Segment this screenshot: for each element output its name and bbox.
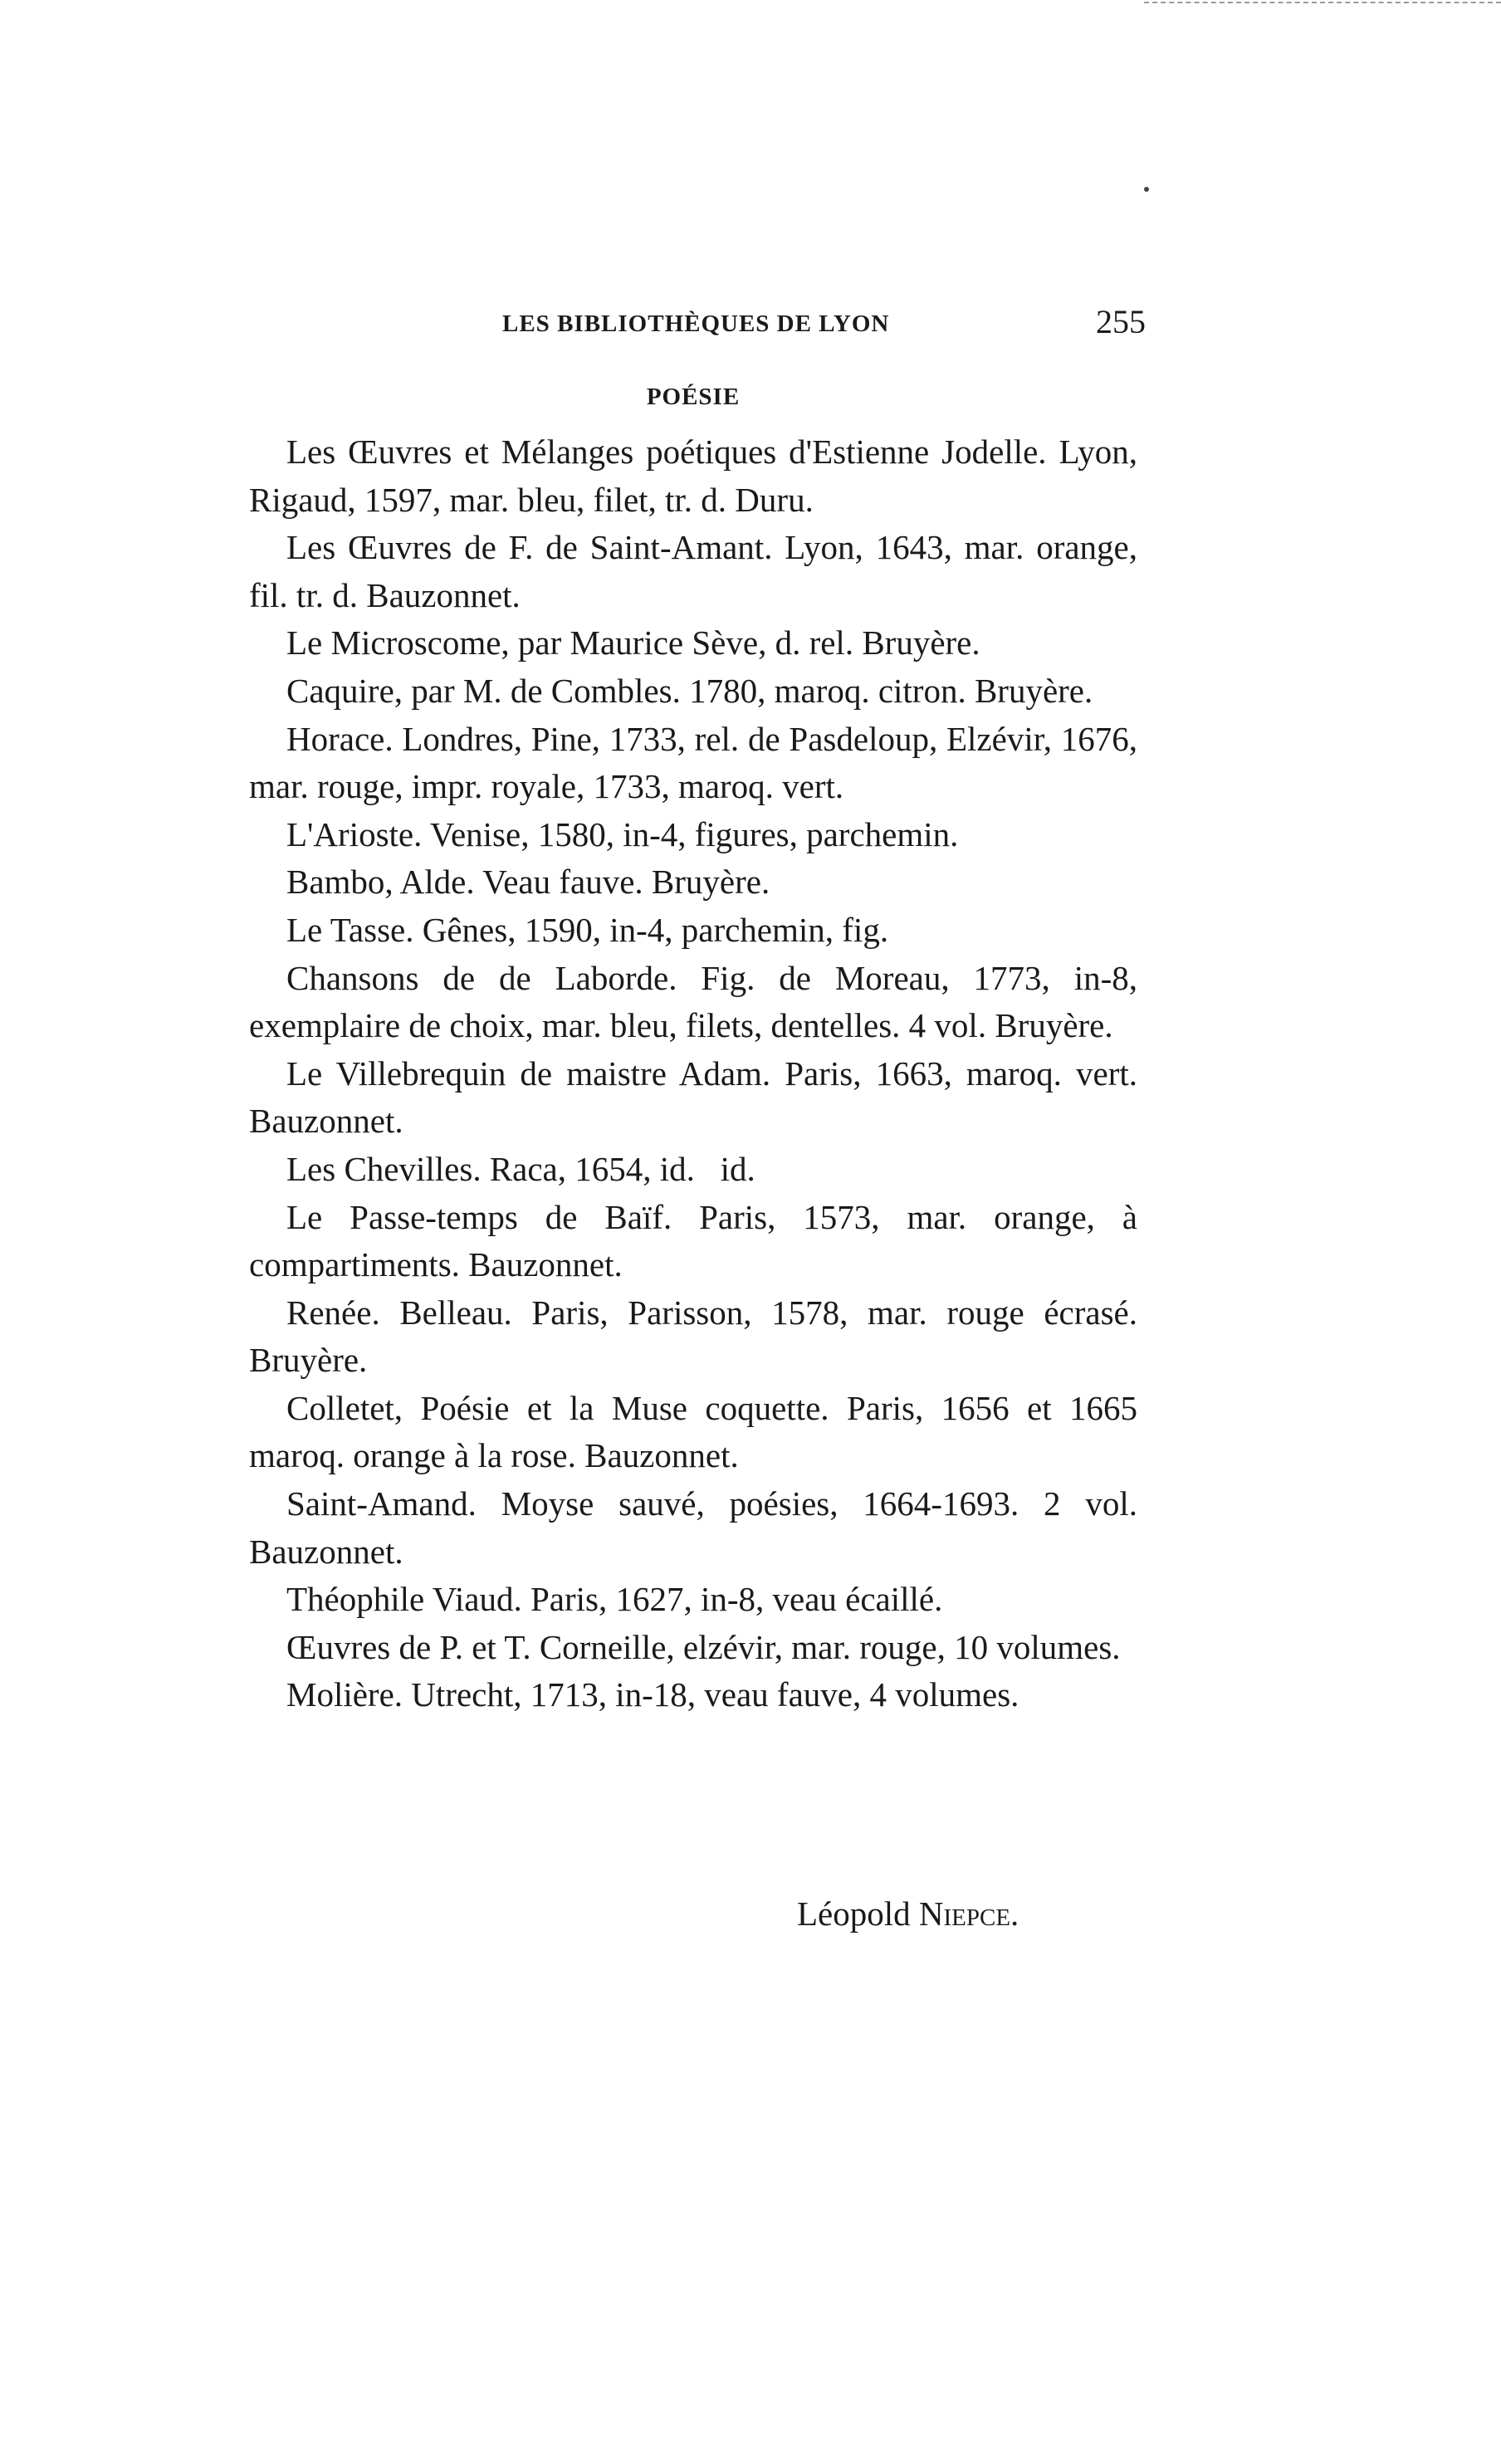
entry-moliere: Molière. Utrecht, 1713, in-18, veau fauve, 4 volumes. bbox=[286, 1675, 1019, 1714]
entry-villebrequin: Le Villebrequin de maistre Adam. Paris, 1663, maroq. vert. Bauzonnet. bbox=[249, 1054, 1137, 1141]
running-title: LES BIBLIOTHÈQUES DE LYON bbox=[502, 310, 890, 337]
scan-speck bbox=[1144, 187, 1149, 192]
entry-bambo: Bambo, Alde. Veau fauve. Bruyère. bbox=[286, 863, 770, 902]
entry-chevilles: Les Chevilles. Raca, 1654, id. id. bbox=[286, 1149, 755, 1188]
signature-last-name: Niepce. bbox=[918, 1894, 1019, 1933]
running-head bbox=[249, 299, 1146, 349]
entry-saint-amand: Saint-Amand. Moyse sauvé, poésies, 1664-1693. 2 vol. Bauzonnet. bbox=[249, 1484, 1137, 1571]
signature-first-name: Léopold bbox=[797, 1894, 911, 1933]
entry-arioste: L'Arioste. Venise, 1580, in-4, figures, parchemin. bbox=[286, 814, 959, 853]
entry-caquire: Caquire, par M. de Combles. 1780, maroq. citron. Bruyère. bbox=[286, 671, 1093, 710]
entry-tasse: Le Tasse. Gênes, 1590, in-4, parchemin, fig. bbox=[286, 910, 889, 949]
entry-corneille: Œuvres de P. et T. Corneille, elzévir, mar. rouge, 10 volumes. bbox=[286, 1627, 1121, 1666]
entry-chansons: Chansons de de Laborde. Fig. de Moreau, 1773, in-8, exemplaire de choix, mar. bleu, filets, dentelles. 4 vol. Bruyère. bbox=[249, 958, 1137, 1045]
entry-colletet: Colletet, Poésie et la Muse coquette. Paris, 1656 et 1665 maroq. orange à la rose. Bauzonnet. bbox=[249, 1388, 1137, 1475]
entry-passe-temps: Le Passe-temps de Baïf. Paris, 1573, mar. orange, à compartiments. Bauzonnet. bbox=[249, 1197, 1137, 1284]
entry-renee: Renée. Belleau. Paris, Parisson, 1578, mar. rouge écrasé. Bruyère. bbox=[249, 1293, 1137, 1380]
entry-horace: Horace. Londres, Pine, 1733, rel. de Pasdeloup, Elzévir, 1676, mar. rouge, impr. royale, 1733, maroq. vert. bbox=[249, 719, 1137, 806]
entry-theophile: Théophile Viaud. Paris, 1627, in-8, veau écaillé. bbox=[286, 1580, 943, 1619]
page-number: 255 bbox=[1096, 303, 1146, 340]
scan-edge-mark bbox=[1144, 2, 1501, 7]
entry-jodelle: Les Œuvres et Mélanges poétiques d'Estienne Jodelle. Lyon, Rigaud, 1597, mar. bleu, filet, tr. d. Duru. bbox=[249, 433, 1137, 519]
entry-microscome: Le Microscome, par Maurice Sève, d. rel. Bruyère. bbox=[286, 623, 980, 662]
entry-saint-amant: Les Œuvres de F. de Saint-Amant. Lyon, 1643, mar. orange, fil. tr. d. Bauzonnet. bbox=[249, 528, 1137, 614]
section-title: POÉSIE bbox=[646, 384, 741, 410]
author-signature bbox=[797, 1890, 1019, 1938]
entry-list bbox=[249, 428, 1137, 1719]
